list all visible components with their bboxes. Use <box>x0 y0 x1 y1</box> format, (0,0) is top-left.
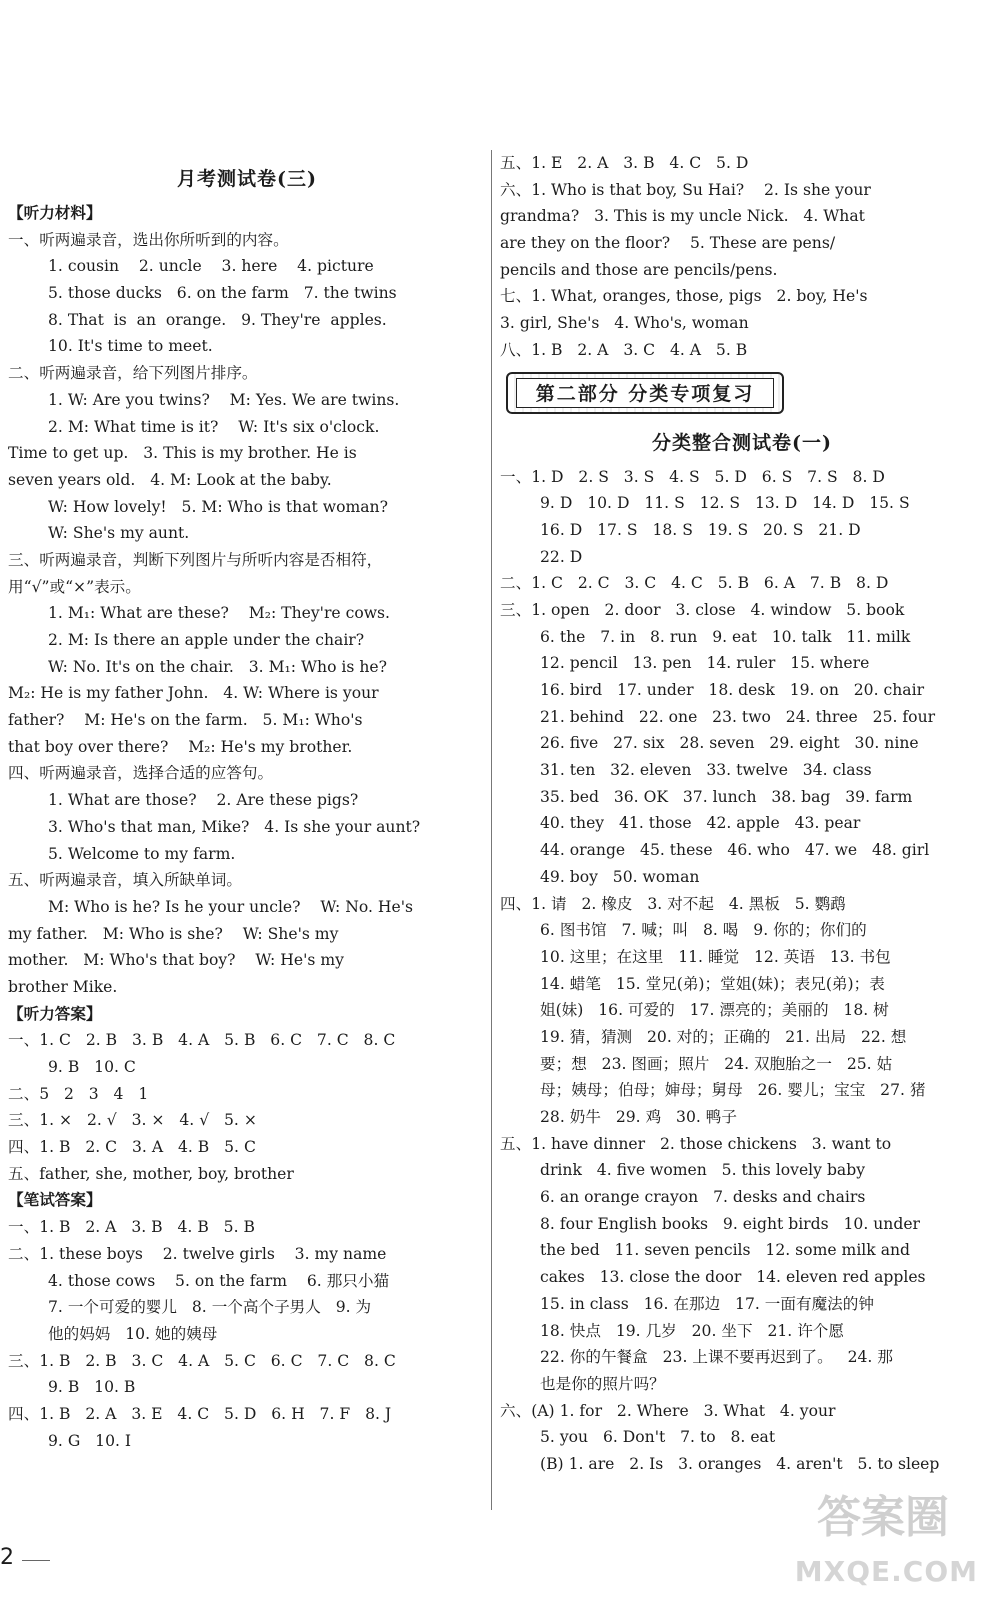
answer-line: 1. What are those? 2. Are these pigs? <box>48 791 359 810</box>
answer-line: 26. five 27. six 28. seven 29. eight 30. nine <box>540 734 919 753</box>
answer-line: drink 4. five women 5. this lovely baby <box>540 1161 866 1180</box>
answer-line: pencils and those are pencils/pens. <box>500 260 778 279</box>
answer-line: 四、听两遍录音，选择合适的应答句。 <box>8 764 274 783</box>
answer-line: 2. M: Is there an apple under the chair? <box>48 631 365 649</box>
answer-line: 15. in class 16. 在那边 17. 一面有魔法的钟 <box>540 1294 874 1313</box>
answer-line: 七、1. What, oranges, those, pigs 2. boy, He's <box>500 287 868 306</box>
answer-line: W: She's my aunt. <box>48 524 190 543</box>
answer-line: 18. 快点 19. 几岁 20. 坐下 21. 许个愿 <box>540 1321 844 1340</box>
answer-line: 3. girl, She's 4. Who's, woman <box>500 314 749 333</box>
answer-line: 22. D <box>540 547 583 566</box>
answer-line: seven years old. 4. M: Look at the baby. <box>8 470 332 489</box>
answer-line: 35. bed 36. OK 37. lunch 38. bag 39. farm <box>540 787 913 806</box>
answer-line: 9. B 10. C <box>48 1058 136 1076</box>
section-banner <box>506 372 784 414</box>
answer-line: 一、1. B 2. A 3. B 4. B 5. B <box>8 1218 255 1237</box>
section-header: 【笔试答案】 <box>8 1190 102 1210</box>
section-header: 【听力材料】 <box>8 203 102 222</box>
answer-line: 1. cousin 2. uncle 3. here 4. picture <box>48 257 374 276</box>
answer-line: the bed 11. seven pencils 12. some milk and <box>540 1241 911 1260</box>
page-title: 月考测试卷(三) <box>177 168 317 190</box>
answer-line: 五、听两遍录音，填入所缺单词。 <box>8 871 242 890</box>
answer-line: 也是你的照片吗？ <box>540 1374 665 1393</box>
answer-line: mother. M: Who's that boy? W: He's my <box>8 951 344 970</box>
answer-line: 二、1. C 2. C 3. C 4. C 5. B 6. A 7. B 8. D <box>500 574 889 593</box>
answer-line: are they on the floor? 5. These are pens/ <box>500 234 836 253</box>
answer-line: 一、1. D 2. S 3. S 4. S 5. D 6. S 7. S 8. D <box>500 467 885 486</box>
answer-line: 6. an orange crayon 7. desks and chairs <box>540 1188 866 1207</box>
right-answer-block <box>500 464 984 1478</box>
answer-line: Time to get up. 3. This is my brother. He is <box>8 444 357 463</box>
answer-line: 19. 猜，猜测 20. 对的；正确的 21. 出局 22. 想 <box>540 1027 907 1046</box>
answer-line: 用“√”或“×”表示。 <box>8 577 141 596</box>
answer-line: 31. ten 32. eleven 33. twelve 34. class <box>540 761 872 780</box>
answer-line: 四、1. B 2. A 3. E 4. C 5. D 6. H 7. F 8. J <box>8 1404 392 1423</box>
answer-line: 10. 这里；在这里 11. 睡觉 12. 英语 13. 书包 <box>540 947 891 966</box>
answer-line: 9. B 10. B <box>48 1378 136 1397</box>
answer-line: that boy over there? M₂: He's my brother. <box>8 737 353 756</box>
answer-line: 5. you 6. Don't 7. to 8. eat <box>540 1428 776 1447</box>
answer-line: 1. M₁: What are these? M₂: They're cows. <box>48 604 391 623</box>
watermark-logo: 答案圈 <box>817 1492 949 1543</box>
answer-line: 他的妈妈 10. 她的姨母 <box>48 1324 218 1343</box>
answer-line: (B) 1. are 2. Is 3. oranges 4. aren't 5. to sleep <box>540 1454 940 1473</box>
answer-line: 二、1. these boys 2. twelve girls 3. my name <box>8 1244 387 1263</box>
page-number: 2 <box>0 1545 14 1570</box>
answer-line: 六、1. Who is that boy, Su Hai? 2. Is she your <box>500 180 871 199</box>
answer-line: M₂: He is my father John. 4. W: Where is your <box>8 684 379 703</box>
answer-line: 2. M: What time is it? W: It's six o'clock. <box>48 417 380 436</box>
answer-line: 3. Who's that man, Mike? 4. Is she your aunt? <box>48 817 421 836</box>
answer-line: 二、5 2 3 4 1 <box>8 1084 149 1103</box>
answer-line: 六、(A) 1. for 2. Where 3. What 4. your <box>500 1401 836 1420</box>
answer-line: 5. Welcome to my farm. <box>48 844 236 863</box>
watermark <box>778 1478 978 1588</box>
answer-line: 母；姨母；伯母；婶母；舅母 26. 婴儿；宝宝 27. 猪 <box>540 1081 926 1100</box>
answer-line: 三、听两遍录音，判断下列图片与所听内容是否相符， <box>8 550 383 569</box>
answer-line: 8. That is an orange. 9. They're apples. <box>48 310 387 329</box>
answer-line: 一、1. C 2. B 3. B 4. A 5. B 6. C 7. C 8. C <box>8 1031 396 1050</box>
answer-line: 二、听两遍录音，给下列图片排序。 <box>8 364 258 383</box>
answer-line: W: How lovely! 5. M: Who is that woman? <box>48 497 388 516</box>
answer-line: 44. orange 45. these 46. who 47. we 48. girl <box>540 841 930 860</box>
answer-line: my father. M: Who is she? W: She's my <box>8 924 339 943</box>
left-answer-block <box>8 200 486 1454</box>
answer-line: M: Who is he? Is he your uncle? W: No. He's <box>48 897 414 916</box>
answer-line: 三、1. B 2. B 3. C 4. A 5. C 6. C 7. C 8. C <box>8 1351 396 1370</box>
answer-line: 16. D 17. S 18. S 19. S 20. S 21. D <box>540 520 861 539</box>
answer-line: 5. those ducks 6. on the farm 7. the twins <box>48 284 397 303</box>
answer-line: 6. 图书馆 7. 喊；叫 8. 喝 9. 你的；你们的 <box>540 921 867 940</box>
answer-line: 22. 你的午餐盒 23. 上课不要再迟到了。 24. 那 <box>540 1348 893 1367</box>
answer-line: W: No. It's on the chair. 3. M₁: Who is he? <box>48 657 387 676</box>
answer-line: 五、father, she, mother, boy, brother <box>8 1164 294 1183</box>
answer-line: 7. 一个可爱的婴儿 8. 一个高个子男人 9. 为 <box>48 1298 372 1317</box>
right-column <box>500 150 984 1478</box>
answer-line: 16. bird 17. under 18. desk 19. on 20. chair <box>540 681 925 699</box>
section-header: 【听力答案】 <box>8 1003 102 1023</box>
answer-line: 28. 奶牛 29. 鸡 30. 鸭子 <box>540 1108 737 1126</box>
section-title: 分类整合测试卷(一) <box>652 431 832 454</box>
answer-line: 五、1. E 2. A 3. B 4. C 5. D <box>500 154 749 172</box>
answer-line: 五、1. have dinner 2. those chickens 3. want to <box>500 1134 892 1153</box>
answer-line: 1. W: Are you twins? M: Yes. We are twins. <box>48 390 400 409</box>
answer-line: 9. G 10. I <box>48 1431 132 1450</box>
answer-line: 21. behind 22. one 23. two 24. three 25. four <box>540 707 936 726</box>
answer-line: 6. the 7. in 8. run 9. eat 10. talk 11. milk <box>540 627 911 646</box>
answer-line: 一、听两遍录音，选出你所听到的内容。 <box>8 230 289 249</box>
answer-line: 四、1. 请 2. 橡皮 3. 对不起 4. 黑板 5. 鹦鹉 <box>500 894 846 913</box>
page-number-rule <box>22 1560 50 1561</box>
answer-line: 49. boy 50. woman <box>540 867 700 886</box>
answer-line: father? M: He's on the farm. 5. M₁: Who's <box>8 711 363 730</box>
answer-line: 14. 蜡笔 15. 堂兄(弟)；堂姐(妹)；表兄(弟)；表 <box>540 974 885 993</box>
answer-line: 9. D 10. D 11. S 12. S 13. D 14. D 15. S <box>540 494 910 513</box>
answer-line: 40. they 41. those 42. apple 43. pear <box>540 814 861 833</box>
answer-line: 8. four English books 9. eight birds 10. under <box>540 1214 920 1233</box>
answer-line: grandma? 3. This is my uncle Nick. 4. What <box>500 207 865 226</box>
answer-line: 姐(妹) 16. 可爱的 17. 漂亮的；美丽的 18. 树 <box>540 1001 889 1020</box>
answer-line: 10. It's time to meet. <box>48 337 213 356</box>
answer-line: cakes 13. close the door 14. eleven red apples <box>540 1268 926 1287</box>
answer-line: 三、1. × 2. √ 3. × 4. √ 5. × <box>8 1111 257 1130</box>
answer-line: 12. pencil 13. pen 14. ruler 15. where <box>540 654 870 673</box>
answer-line: 八、1. B 2. A 3. C 4. A 5. B <box>500 340 748 359</box>
answer-line: 4. those cows 5. on the farm 6. 那只小猫 <box>48 1271 390 1290</box>
right-answer-block-top <box>500 150 984 364</box>
watermark-url: MXQE.COM <box>794 1555 978 1588</box>
answer-line: 要；想 23. 图画；照片 24. 双胞胎之一 25. 姑 <box>540 1054 893 1073</box>
answer-line: 三、1. open 2. door 3. close 4. window 5. book <box>500 600 905 619</box>
left-column <box>8 150 486 1454</box>
answer-line: 四、1. B 2. C 3. A 4. B 5. C <box>8 1138 256 1157</box>
banner-text: 第二部分 分类专项复习 <box>516 378 774 408</box>
column-divider <box>491 150 492 1510</box>
answer-line: brother Mike. <box>8 977 118 996</box>
